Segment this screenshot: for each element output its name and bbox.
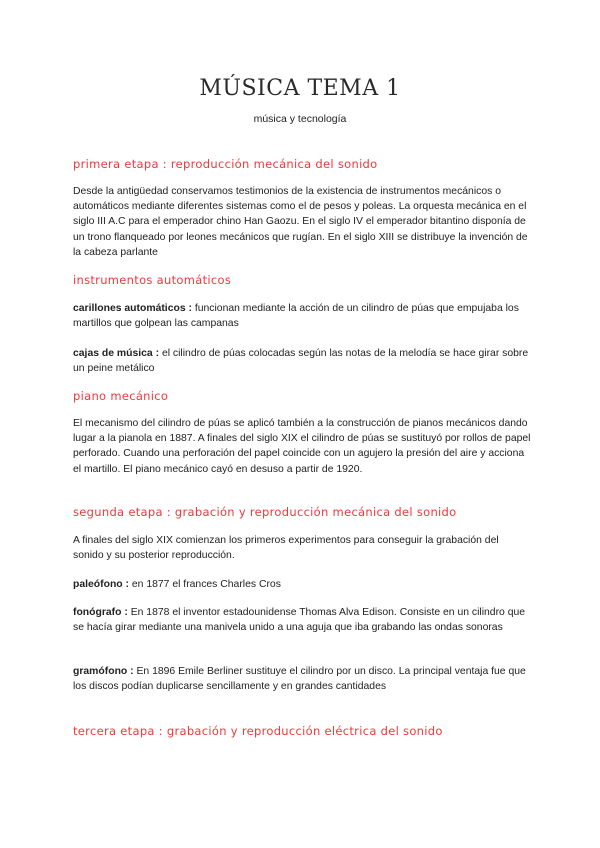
heading-piano-mecanico: piano mecánico	[73, 389, 169, 403]
paragraph-paleofono	[73, 577, 531, 592]
paragraph-carillones	[73, 301, 531, 331]
heading-primera-etapa: primera etapa : reproducción mecánica del sonido	[73, 157, 378, 171]
term-fonografo: fonógrafo :	[73, 607, 128, 618]
heading-instrumentos-automaticos: instrumentos automáticos	[73, 273, 232, 287]
text-carillones: funcionan mediante la acción de un cilindro de púas que empujaba los martillos que golpean las campanas	[73, 303, 519, 330]
heading-tercera-etapa: tercera etapa : grabación y reproducción eléctrica del sonido	[73, 724, 443, 738]
text-fonografo: En 1878 el inventor estadounidense Thomas Alva Edison. Consiste en un cilindro que se hacía girar mediante una manivela unido a una aguja que iba grabando las ondas sonoras	[73, 607, 526, 634]
paragraph-cajas-de-musica	[73, 346, 531, 376]
term-paleofono: paleófono :	[73, 579, 129, 590]
text-cajas-de-musica: el cilindro de púas colocadas según las notas de la melodía se hace girar sobre un peine metálico	[73, 348, 529, 375]
heading-segunda-etapa: segunda etapa : grabación y reproducción mecánica del sonido	[73, 505, 457, 519]
text-gramofono: En 1896 Emile Berliner sustituye el cilindro por un disco. La principal ventaja fue que los discos podían duplicarse sencillamente y en grandes cantidades	[73, 666, 526, 693]
paragraph-primera-etapa: Desde la antigüedad conservamos testimonios de la existencia de instrumentos mecánicos o automáticos mediante diferentes sistemas como el de pesos y poleas. La orquesta mecánica en el siglo III A.C para el emperador chino Han Gaozu. En el siglo IV el emperador bitantino disponía de un trono flanqueado por leones mecánicos que rugían. En el siglo XIII se distribuye la invención de la cabeza parlante	[73, 186, 528, 258]
term-cajas-de-musica: cajas de música :	[73, 348, 160, 359]
term-gramofono: gramófono :	[73, 666, 134, 677]
paragraph-segunda-etapa: A finales del siglo XIX comienzan los primeros experimentos para conseguir la grabación del sonido y su posterior reproducción.	[73, 535, 499, 562]
paragraph-gramofono	[73, 664, 531, 694]
term-carillones: carillones automáticos :	[73, 303, 192, 314]
paragraph-fonografo	[73, 605, 531, 635]
text-paleofono: en 1877 el frances Charles Cros	[129, 579, 281, 590]
page-subtitle: música y tecnología	[253, 113, 347, 125]
page-title: MÚSICA TEMA 1	[199, 76, 401, 101]
paragraph-piano-mecanico: El mecanismo del cilindro de púas se aplicó también a la construcción de pianos mecánicos dando lugar a la pianola en 1887. A finales del siglo XIX el cilindro de púas se sustituyó por rollos de papel perforado. Cuando una perforación del papel coincide con un agujero la presión del aire y acciona el martillo. El piano mecánico cayó en desuso a partir de 1920.	[73, 418, 531, 475]
